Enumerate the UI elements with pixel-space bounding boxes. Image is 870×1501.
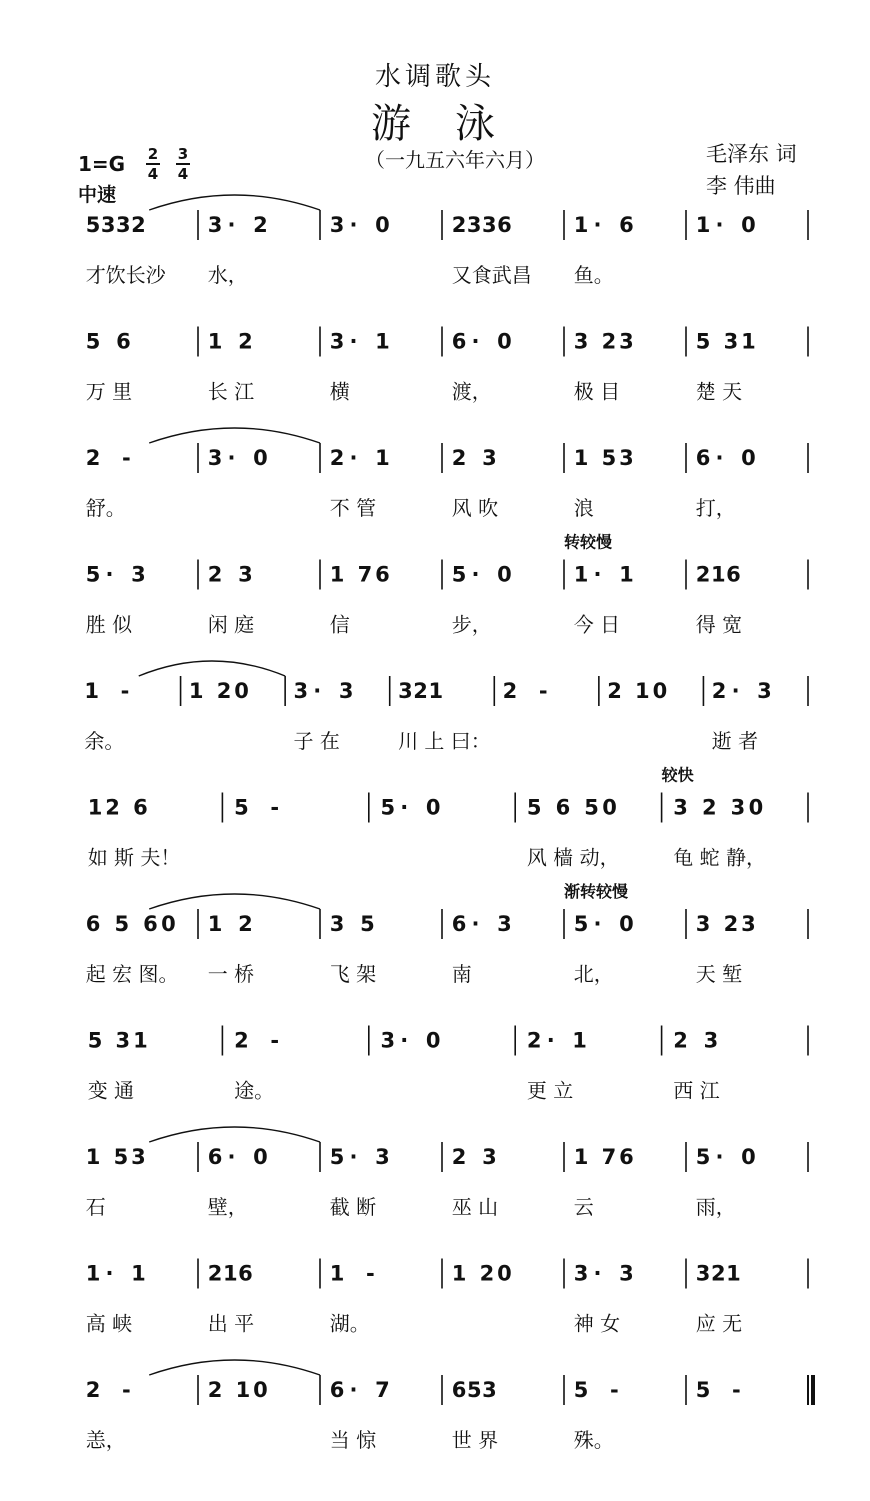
lyric-text: 出 平 [207, 1311, 255, 1336]
lyric-text: 天 堑 [695, 962, 743, 986]
measure-notes: 5 - [234, 795, 280, 820]
lyric-text: 更 立 [526, 1078, 574, 1103]
lyric-text: 西 江 [673, 1078, 720, 1103]
measure-notes: 2 - [85, 1378, 131, 1402]
time-signature-1-bottom: 4 [147, 165, 159, 183]
tempo-marking: 中速 [78, 184, 117, 206]
measure-notes: 1 53 [573, 446, 634, 470]
lyric-text: 又食武昌 [451, 263, 532, 287]
lyricist-credit: 毛泽东 词 [706, 142, 797, 166]
slur-arc [149, 195, 320, 210]
measure-notes: 5· 3 [85, 562, 146, 587]
slur-arc [149, 428, 320, 443]
measure-notes: 5· 0 [380, 795, 441, 820]
measure-notes: 12 6 [87, 795, 148, 820]
lyric-text: 壁， [207, 1195, 248, 1219]
measure-notes: 5 6 50 [526, 795, 617, 820]
lyric-text: 川 上 曰： [398, 729, 491, 753]
measure-notes: 1 76 [573, 1145, 634, 1169]
measure-notes: 2· 3 [711, 679, 772, 703]
lyric-text: 鱼。 [573, 263, 614, 287]
lyric-text: 风 吹 [451, 496, 499, 520]
measure-notes: 6· 0 [451, 329, 512, 354]
measure-notes: 2 10 [207, 1378, 268, 1402]
measure-notes: 1· 1 [85, 1261, 146, 1286]
tempo-change-mark: 渐转较慢 [564, 882, 629, 901]
lyric-text: 巫 山 [451, 1195, 499, 1219]
measure-notes: 5 - [573, 1378, 619, 1402]
lyric-text: 北， [573, 962, 614, 986]
measure-notes: 3· 0 [380, 1028, 441, 1053]
lyric-text: 步， [451, 612, 492, 637]
measure-notes: 2 3 [451, 1145, 497, 1169]
lyric-text: 龟 蛇 静， [673, 845, 767, 870]
measure-notes: 3· 0 [329, 213, 390, 237]
measure-notes: 6 5 60 [85, 912, 176, 936]
measure-notes: 653 [451, 1378, 497, 1402]
lyric-text: 舒。 [85, 496, 126, 520]
measure-notes: 6· 7 [329, 1378, 390, 1402]
composition-date: （一九五六年六月） [365, 148, 545, 172]
measure-notes: 5· 0 [451, 562, 512, 587]
lyric-text: 余。 [84, 729, 125, 753]
lyric-text: 高 峡 [85, 1311, 133, 1336]
measure-notes: 6· 0 [207, 1145, 268, 1169]
measure-notes: 3· 2 [207, 213, 268, 237]
lyric-text: 石 [85, 1195, 106, 1219]
measure-notes: 1· 0 [695, 213, 756, 237]
measure-notes: 2336 [451, 213, 512, 237]
lyric-text: 不 管 [329, 496, 377, 520]
measure-notes: 5 31 [695, 329, 756, 354]
lyric-text: 闲 庭 [207, 612, 255, 637]
lyric-text: 雨， [695, 1195, 736, 1219]
time-signature-2-bottom: 4 [177, 165, 189, 183]
piece-title: 游泳 [371, 101, 539, 147]
measure-notes: 5· 0 [573, 912, 634, 936]
measure-notes: 3 23 [695, 912, 756, 936]
measure-notes: 2 3 [673, 1028, 719, 1053]
tempo-change-mark: 转较慢 [564, 532, 613, 552]
lyric-text: 世 界 [451, 1428, 499, 1452]
time-signature-2-top: 3 [177, 145, 189, 163]
lyric-text: 水， [207, 263, 248, 287]
lyric-text: 湖。 [329, 1311, 370, 1336]
measure-notes: 216 [695, 562, 741, 587]
measure-notes: 1 - [329, 1261, 375, 1286]
lyric-text: 如 斯 夫！ [87, 845, 181, 870]
measure-notes: 2· 1 [526, 1028, 587, 1053]
measure-notes: 5332 [85, 213, 146, 237]
lyric-text: 极 目 [573, 379, 621, 404]
measure-notes: 2 10 [607, 679, 668, 703]
composer-credit: 李 伟曲 [706, 174, 776, 198]
measure-notes: 6· 3 [451, 912, 512, 936]
lyric-text: 起 宏 图。 [85, 962, 179, 986]
lyric-text: 横 [329, 379, 350, 404]
measure-notes: 1 2 [207, 912, 253, 936]
lyric-text: 长 江 [207, 379, 255, 404]
lyric-text: 云 [573, 1195, 594, 1219]
slur-arc [139, 661, 285, 676]
lyric-text: 渡， [451, 379, 492, 404]
lyric-text: 殊。 [573, 1428, 614, 1452]
tune-title: 水调歌头 [374, 62, 495, 92]
lyric-text: 今 日 [573, 612, 621, 637]
measure-notes: 2· 1 [329, 446, 390, 470]
lyric-text: 打， [695, 496, 736, 520]
slur-arc [149, 1360, 320, 1375]
lyric-text: 当 惊 [329, 1428, 377, 1452]
measure-notes: 2 - [502, 679, 548, 703]
measure-notes: 1· 6 [573, 213, 634, 237]
lyric-text: 一 桥 [207, 962, 255, 986]
measure-notes: 321 [695, 1261, 741, 1286]
lyric-text: 神 女 [573, 1311, 621, 1336]
lyric-text: 子 在 [293, 729, 340, 753]
key-signature: 1=G [78, 152, 126, 176]
measure-notes: 1 76 [329, 562, 390, 587]
lyric-text: 途。 [234, 1078, 275, 1103]
slur-arc [149, 1127, 320, 1142]
measure-notes: 5 - [695, 1378, 741, 1402]
lyric-text: 得 宽 [695, 612, 743, 637]
measure-notes: 3 5 [329, 912, 375, 936]
measure-notes: 3· 1 [329, 329, 390, 354]
lyric-text: 飞 架 [329, 962, 377, 986]
lyric-text: 风 樯 动， [526, 845, 620, 870]
lyric-text: 截 断 [329, 1195, 377, 1219]
slur-arc [149, 894, 320, 909]
measure-notes: 2 3 [207, 562, 253, 587]
tempo-change-mark: 较快 [661, 765, 694, 785]
measure-notes: 2 3 [451, 446, 497, 470]
measure-notes: 6· 0 [695, 446, 756, 470]
time-signature-1-top: 2 [147, 145, 159, 163]
measure-notes: 3· 3 [573, 1261, 634, 1286]
lyric-text: 应 无 [695, 1311, 743, 1336]
measure-notes: 3 23 [573, 329, 634, 354]
lyric-text: 逝 者 [711, 729, 759, 753]
lyric-text: 变 通 [87, 1078, 135, 1103]
measure-notes: 1 2 [207, 329, 253, 354]
measure-notes: 5· 3 [329, 1145, 390, 1169]
lyric-text: 恙， [85, 1428, 126, 1452]
lyric-text: 胜 似 [85, 612, 133, 637]
measure-notes: 5 31 [87, 1028, 148, 1053]
lyric-text: 信 [329, 612, 350, 637]
lyric-text: 楚 天 [695, 379, 743, 404]
measure-notes: 1· 1 [573, 562, 634, 587]
measure-notes: 1 20 [188, 679, 249, 703]
measure-notes: 321 [398, 679, 444, 703]
measure-notes: 1 53 [85, 1145, 146, 1169]
measure-notes: 2 - [85, 446, 131, 470]
lyric-text: 浪 [573, 496, 594, 520]
measure-notes: 3 2 30 [673, 795, 764, 820]
lyric-text: 才饮长沙 [85, 263, 166, 287]
measure-notes: 5 6 [85, 329, 131, 354]
measure-notes: 1 20 [451, 1261, 512, 1286]
lyric-text: 南 [451, 962, 472, 986]
measure-notes: 2 - [234, 1028, 280, 1053]
measure-notes: 3· 0 [207, 446, 268, 470]
measure-notes: 3· 3 [293, 679, 354, 703]
measure-notes: 216 [207, 1261, 253, 1286]
measure-notes: 5· 0 [695, 1145, 756, 1169]
lyric-text: 万 里 [85, 379, 133, 404]
measure-notes: 1 - [84, 679, 130, 703]
